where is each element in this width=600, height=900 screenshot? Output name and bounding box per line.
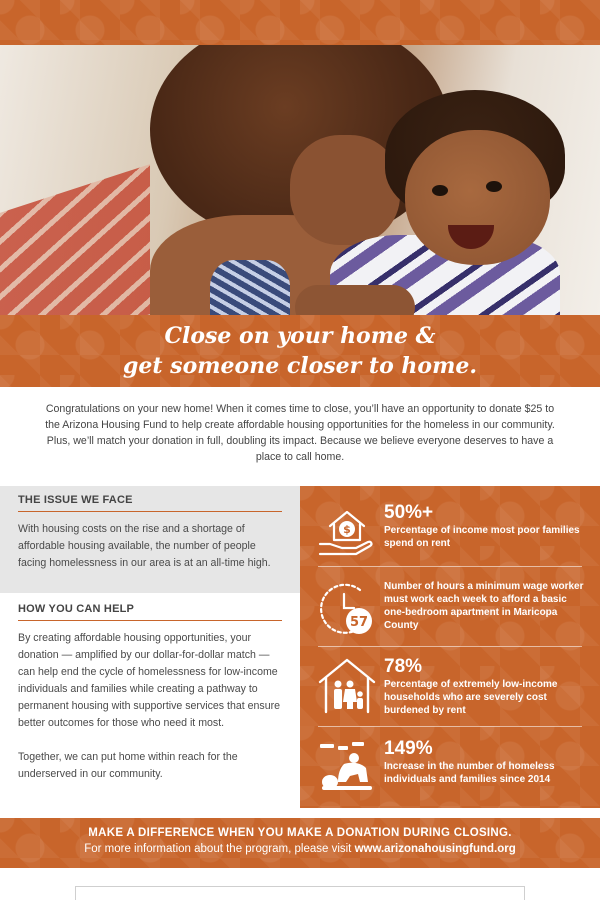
stat-divider <box>318 646 582 647</box>
headline-banner <box>0 315 600 387</box>
stat-description: Number of hours a minimum wage worker must work each week to afford a basic one-bedroom apartment in Maricopa County <box>384 581 584 631</box>
mother-hand <box>295 285 415 315</box>
stat-divider <box>318 726 582 727</box>
bottom-form-box <box>75 886 525 900</box>
money-house-hand-icon <box>316 500 378 562</box>
hero-photo <box>0 45 600 315</box>
stat-description: Percentage of extremely low-income households who are severely cost burdened by rent <box>384 679 558 716</box>
help-section <box>18 603 282 783</box>
issue-section <box>0 486 300 593</box>
footer-info-text: For more information about the program, please visit <box>84 843 355 855</box>
stat-divider <box>318 566 582 567</box>
baby-eye-right <box>486 181 502 192</box>
headline-line-1: Close on your home & <box>164 323 436 349</box>
issue-title: THE ISSUE WE FACE <box>18 494 282 512</box>
mother-dress <box>210 260 290 315</box>
help-title: HOW YOU CAN HELP <box>18 603 282 621</box>
stat-text <box>384 502 584 550</box>
headline-title <box>0 321 600 381</box>
stat-text <box>384 580 584 632</box>
stats-panel <box>300 486 600 808</box>
intro-paragraph: Congratulations on your new home! When it comes time to close, you’ll have an opportunity to donate $25 to the Arizona Housing Fund to help create affordable housing opportunities for the homeless in our community. Plus, we’ll match your donation in full, doubling its impact. Because we believe everyone deserves to have a place to call home. <box>45 403 555 463</box>
headline-line-2: get someone closer to home. <box>122 353 478 379</box>
striped-awning <box>0 164 150 315</box>
footer-website-link[interactable]: www.arizonahousingfund.org <box>354 843 516 855</box>
footer-banner <box>0 818 600 868</box>
family-house-icon <box>316 654 378 716</box>
stat-text <box>384 656 584 717</box>
clock-badge-text: 57 <box>349 615 369 630</box>
stat-value: 50%+ <box>384 502 434 523</box>
stat-value: 78% <box>384 656 423 677</box>
footer-cta: MAKE A DIFFERENCE WHEN YOU MAKE A DONATION DURING CLOSING. <box>88 827 512 839</box>
footer-info <box>0 841 600 857</box>
stat-text <box>384 738 584 786</box>
help-text: By creating affordable housing opportunities, your donation — amplified by our dollar-for-dollar match — can help end the cycle of homelessness for low-income individuals and families while creating a pathway to permanent housing with supportive services that ensure better outcomes for those who need it most. <box>18 632 281 729</box>
stat-description: Percentage of income most poor families spend on rent <box>384 525 580 549</box>
svg-text:$: $ <box>343 523 351 536</box>
homeless-person-icon <box>316 736 378 798</box>
mother-face <box>290 135 400 245</box>
left-column <box>0 486 300 806</box>
stat-description: Increase in the number of homeless individuals and families since 2014 <box>384 761 555 785</box>
baby-eye-left <box>432 185 448 196</box>
stat-value: 149% <box>384 738 433 759</box>
clock-icon <box>316 578 378 640</box>
issue-text: With housing costs on the rise and a shortage of affordable housing available, the number of people facing homelessness in our area is at an all-time high. <box>18 523 271 569</box>
top-pattern-band <box>0 0 600 45</box>
help-closing-text: Together, we can put home within reach for the underserved in our community. <box>18 751 238 780</box>
